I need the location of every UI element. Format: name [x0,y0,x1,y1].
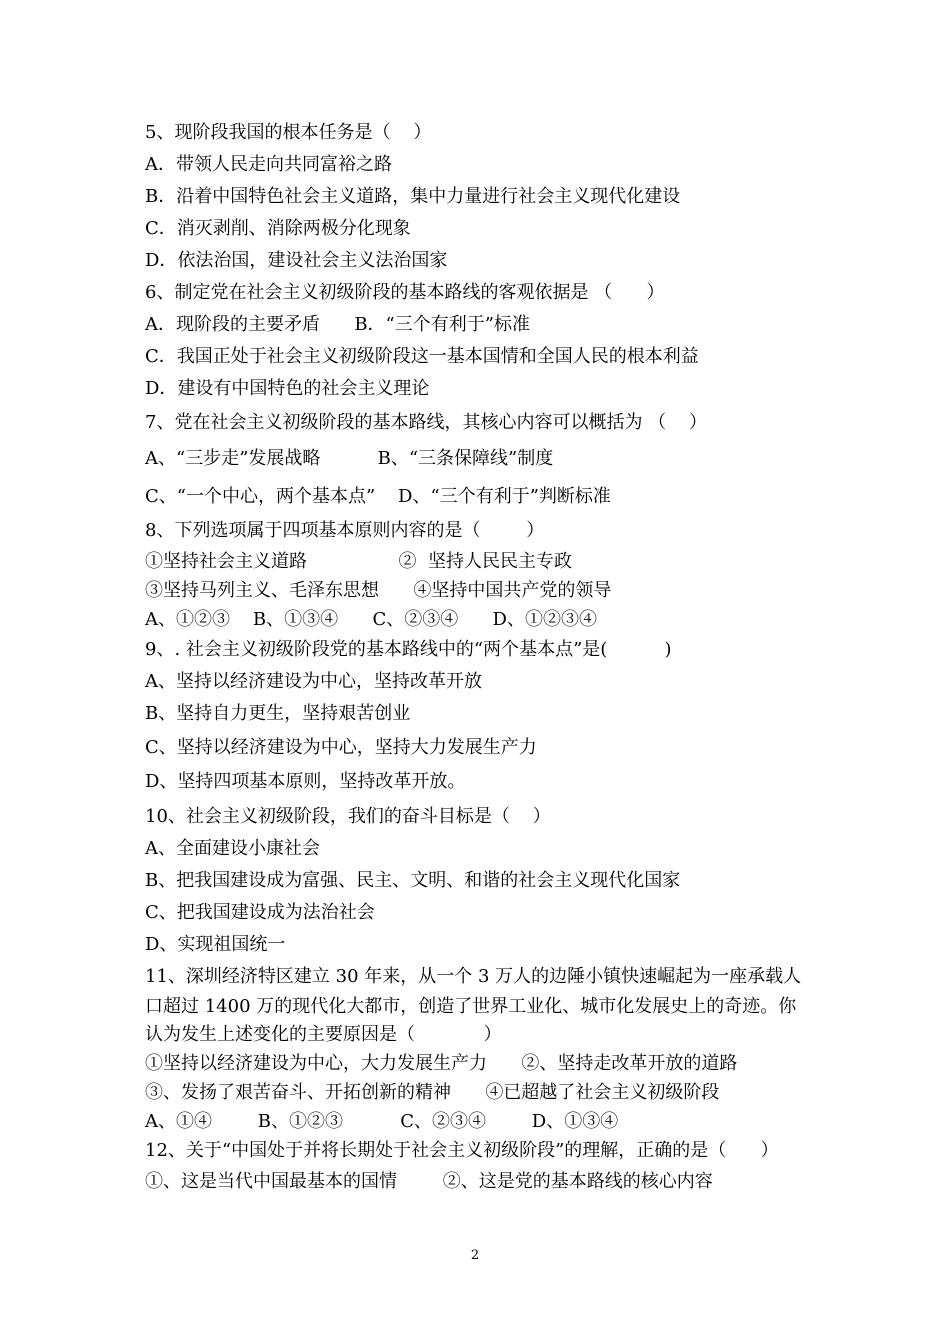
question-5-option-a: A．带领人民走向共同富裕之路 [145,154,392,175]
question-6-option-d: D．建设有中国特色的社会主义理论 [145,378,430,399]
question-8-choices: A、①②③ B、①③④ C、②③④ D、①②③④ [145,609,597,630]
question-10-option-b: B、把我国建设成为富强、民主、文明、和谐的社会主义现代化国家 [145,870,681,891]
question-11-choices: A、①④ B、①②③ C、②③④ D、①③④ [145,1111,619,1132]
question-7-options-ab: A、“三步走”发展战略 B、“三条保障线”制度 [145,448,554,469]
question-6-options-ab: A．现阶段的主要矛盾 B．“三个有利于”标准 [145,314,530,335]
question-11-stem-line-1: 11、深圳经济特区建立 30 年来，从一个 3 万人的边陲小镇快速崛起为一座承载人 [145,966,802,987]
question-8-stem: 8、下列选项属于四项基本原则内容的是（ ） [145,520,545,541]
question-11-stem-line-3: 认为发生上述变化的主要原因是（ ） [145,1024,502,1045]
question-12-stem: 12、关于“中国处于并将长期处于社会主义初级阶段”的理解，正确的是（ ） [145,1140,779,1161]
question-10-option-c: C、把我国建设成为法治社会 [145,902,375,923]
question-8-items-34: ③坚持马列主义、毛泽东思想 ④坚持中国共产党的领导 [145,580,612,601]
question-9-option-b: B、坚持自力更生，坚持艰苦创业 [145,703,411,724]
question-11-items-34: ③、发扬了艰苦奋斗、开拓创新的精神 ④已超越了社会主义初级阶段 [145,1082,720,1103]
question-7-options-cd: C、“一个中心，两个基本点” D、“三个有利于”判断标准 [145,486,611,507]
question-5-option-d: D．依法治国，建设社会主义法治国家 [145,250,448,271]
question-9-option-a: A、坚持以经济建设为中心，坚持改革开放 [145,671,482,692]
page-number: 2 [470,1248,480,1263]
question-6-option-c: C．我国正处于社会主义初级阶段这一基本国情和全国人民的根本利益 [145,346,699,367]
question-10-option-d: D、实现祖国统一 [145,934,286,955]
question-9-option-d: D、坚持四项基本原则，坚持改革开放。 [145,771,466,792]
question-7-stem: 7、党在社会主义初级阶段的基本路线，其核心内容可以概括为 （ ） [145,412,708,433]
question-6-stem: 6、制定党在社会主义初级阶段的基本路线的客观依据是 （ ） [145,282,665,303]
question-9-option-c: C、坚持以经济建设为中心，坚持大力发展生产力 [145,737,537,758]
question-10-option-a: A、全面建设小康社会 [145,838,320,859]
question-5-stem: 5、现阶段我国的根本任务是（ ） [145,122,432,143]
question-9-stem: 9、. 社会主义初级阶段党的基本路线中的“两个基本点”是( ) [145,639,672,660]
question-5-option-b: B．沿着中国特色社会主义道路，集中力量进行社会主义现代化建设 [145,186,681,207]
question-11-items-12: ①坚持以经济建设为中心，大力发展生产力 ②、坚持走改革开放的道路 [145,1053,738,1074]
question-12-items-12: ①、这是当代中国最基本的国情 ②、这是党的基本路线的核心内容 [145,1171,713,1192]
question-10-stem: 10、社会主义初级阶段，我们的奋斗目标是（ ） [145,806,551,827]
question-11-stem-line-2: 口超过 1400 万的现代化大都市，创造了世界工业化、城市化发展史上的奇迹。你 [145,996,797,1017]
question-5-option-c: C．消灭剥削、消除两极分化现象 [145,218,411,239]
question-8-items-12: ①坚持社会主义道路 ② 坚持人民民主专政 [145,551,572,572]
